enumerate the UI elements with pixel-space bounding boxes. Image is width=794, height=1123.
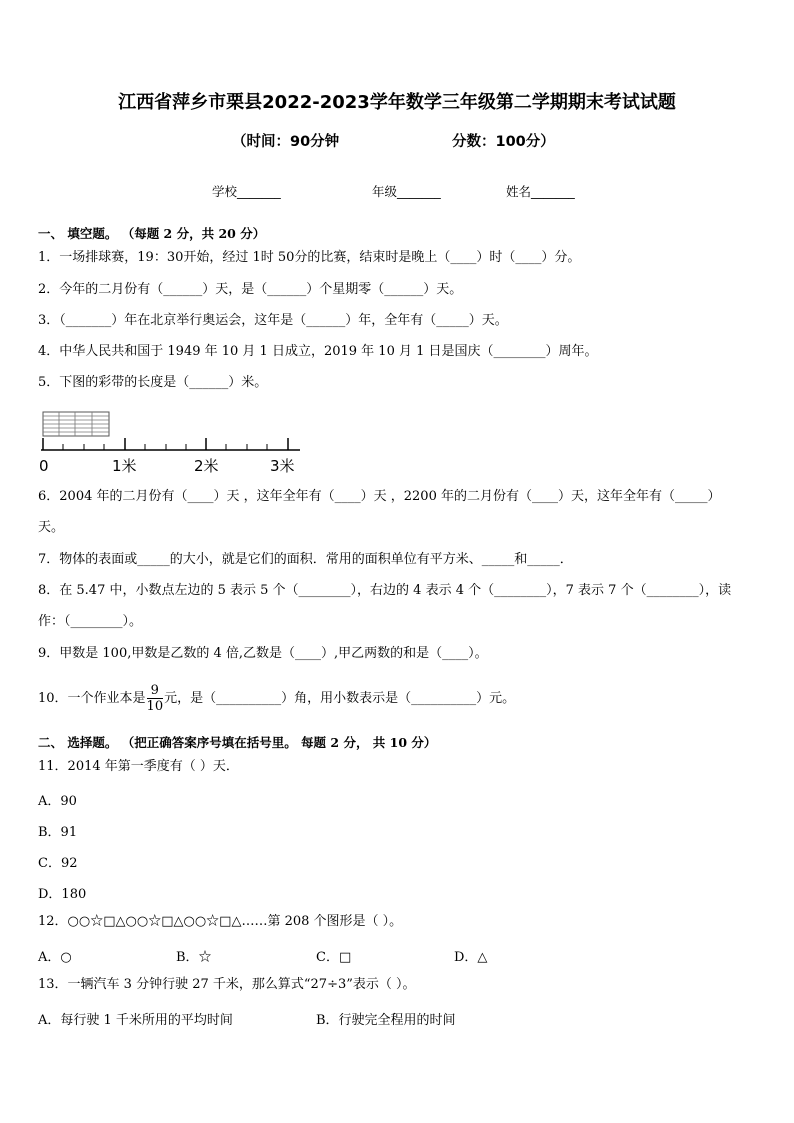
fraction-denominator: 10 <box>146 699 164 714</box>
q11-option-d[interactable]: D．180 <box>38 887 87 902</box>
q12-option-a[interactable]: A．○ <box>38 950 72 965</box>
question-13: 13．一辆汽车 3 分钟行驶 27 千米，那么算式“27÷3”表示（ ）。 <box>38 977 416 992</box>
q11-option-c[interactable]: C．92 <box>38 856 78 871</box>
grade-field[interactable]: 年级_______ <box>372 184 441 199</box>
ruler-label-3m: 3米 <box>270 457 295 475</box>
exam-score: 分数：100分） <box>452 134 555 150</box>
ribbon <box>43 412 109 436</box>
school-field[interactable]: 学校_______ <box>212 184 281 199</box>
question-10 <box>38 680 515 718</box>
section2-heading: 二、 选择题。 （把正确答案序号填在括号里。 每题 2 分， 共 10 分） <box>38 735 437 750</box>
section1-heading: 一、 填空题。 （每题 2 分，共 20 分） <box>38 226 266 241</box>
ruler-label-1m: 1米 <box>112 457 137 475</box>
fraction-nine-tenths <box>147 683 164 714</box>
q13-option-b[interactable]: B．行驶完全程用的时间 <box>316 1013 456 1028</box>
ribbon-ruler-figure <box>38 405 308 477</box>
ruler-label-2m: 2米 <box>194 457 219 475</box>
question-10-suffix: 元，是（__________）角，用小数表示是（__________）元。 <box>164 691 516 706</box>
question-1: 1．一场排球赛，19：30开始，经过 1时 50分的比赛，结束时是晚上（____）时（____）分。 <box>38 250 581 265</box>
question-6-continued: 天。 <box>38 520 65 535</box>
ruler-label-0: 0 <box>39 457 49 475</box>
question-9: 9．甲数是 100,甲数是乙数的 4 倍,乙数是（____）,甲乙两数的和是（____）。 <box>38 646 488 661</box>
q11-option-b[interactable]: B．91 <box>38 825 78 840</box>
fraction-numerator: 9 <box>147 683 164 699</box>
exam-title: 江西省萍乡市栗县2022-2023学年数学三年级第二学期期末考试试题 <box>118 92 676 113</box>
question-7: 7．物体的表面或_____的大小，就是它们的面积．常用的面积单位有平方米、_____和_____． <box>38 552 573 567</box>
question-10-prefix: 10．一个作业本是 <box>38 691 146 706</box>
question-8-continued: 作：（________）。 <box>38 614 143 629</box>
name-field[interactable]: 姓名_______ <box>506 184 575 199</box>
question-5: 5．下图的彩带的长度是（______）米。 <box>38 375 268 390</box>
q11-option-a[interactable]: A．90 <box>38 794 77 809</box>
question-11: 11．2014 年第一季度有（ ）天． <box>38 759 239 774</box>
question-3: 3．（_______）年在北京举行奥运会，这年是（______）年，全年有（_____）天。 <box>38 313 508 328</box>
question-8: 8．在 5.47 中，小数点左边的 5 表示 5 个（________），右边的 4 表示 4 个（________），7 表示 7 个（________），读 <box>38 583 732 598</box>
question-12: 12．○○☆□△○○☆□△○○☆□△……第 208 个图形是（ ）。 <box>38 914 403 929</box>
ruler-scale <box>41 438 300 450</box>
exam-time: （时间：90分钟 <box>232 134 340 150</box>
q12-option-b[interactable]: B．☆ <box>176 950 212 965</box>
q13-option-a[interactable]: A．每行驶 1 千米所用的平均时间 <box>38 1013 233 1028</box>
q12-option-c[interactable]: C．□ <box>316 950 352 965</box>
question-6: 6．2004 年的二月份有（____）天 ，这年全年有（____）天 ，2200 年的二月份有（____）天，这年全年有（_____） <box>38 489 721 504</box>
question-4: 4．中华人民共和国于 1949 年 10 月 1 日成立，2019 年 10 月 1 日是国庆（________）周年。 <box>38 344 598 359</box>
question-2: 2．今年的二月份有（______）天，是（______）个星期零（______）天。 <box>38 282 463 297</box>
q12-option-d[interactable]: D．△ <box>454 950 488 965</box>
